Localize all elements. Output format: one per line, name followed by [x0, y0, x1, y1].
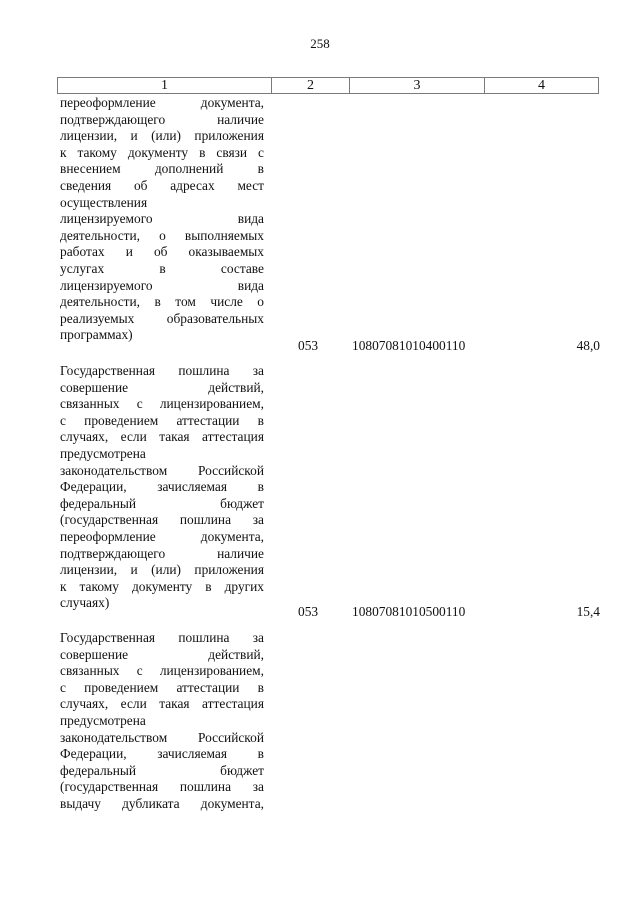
- text-line: внесением дополнений в: [60, 161, 264, 177]
- text-line: (государственная пошлина за: [60, 779, 264, 795]
- text-line: выдачу дубликата документа,: [60, 795, 264, 811]
- table-header-row: [57, 77, 599, 94]
- text-line: связанных с лицензированием,: [60, 663, 264, 679]
- kbk-code: 10807081010400110: [352, 338, 466, 353]
- text-line: совершение действий,: [60, 646, 264, 662]
- amount: 15,4: [576, 604, 600, 619]
- text-line: случаях, если такая аттестация: [60, 696, 264, 712]
- text-line: Государственная пошлина за: [60, 363, 264, 378]
- text-line: федеральный бюджет: [60, 762, 264, 778]
- text-line: подтверждающего наличие: [60, 111, 264, 127]
- row-description: [60, 363, 264, 612]
- text-line: лицензии, и (или) приложения: [60, 128, 264, 144]
- column-header-2: 2: [271, 78, 349, 93]
- text-line: реализуемых образовательных: [60, 310, 264, 326]
- text-line: программах): [60, 327, 133, 343]
- table-row: [60, 95, 600, 353]
- text-line: с проведением аттестации в: [60, 412, 264, 428]
- text-line: законодательством Российской: [60, 462, 264, 478]
- text-line: федеральный бюджет: [60, 495, 264, 511]
- text-line: к такому документу в связи с: [60, 144, 264, 160]
- text-line: с проведением аттестации в: [60, 679, 264, 695]
- text-line: Государственная пошлина за: [60, 630, 264, 645]
- admin-code: 053: [298, 338, 319, 353]
- text-line: сведения об адресах мест: [60, 177, 264, 193]
- text-line: законодательством Российской: [60, 729, 264, 745]
- row-description: [60, 630, 264, 813]
- column-header-3: 3: [349, 78, 484, 93]
- text-line: деятельности, о выполняемых: [60, 227, 264, 243]
- page-number: 258: [310, 36, 330, 51]
- text-line: Федерации, зачисляемая в: [60, 479, 264, 495]
- amount: 48,0: [576, 338, 600, 353]
- text-line: случаях, если такая аттестация: [60, 429, 264, 445]
- text-line: предусмотрена: [60, 445, 146, 461]
- text-line: деятельности, в том числе о: [60, 294, 264, 310]
- text-line: осуществления: [60, 194, 148, 210]
- text-line: предусмотрена: [60, 712, 146, 728]
- text-line: переоформление документа,: [60, 528, 264, 544]
- text-line: лицензии, и (или) приложения: [60, 562, 264, 578]
- kbk-code: 10807081010500110: [352, 604, 466, 619]
- text-line: к такому документу в других: [60, 578, 264, 594]
- text-line: случаях): [60, 595, 110, 611]
- row-description: [60, 95, 264, 344]
- text-line: лицензируемого вида: [60, 277, 264, 293]
- text-line: работах и об оказываемых: [60, 244, 264, 260]
- text-line: переоформление документа,: [60, 95, 264, 110]
- text-line: подтверждающего наличие: [60, 545, 264, 561]
- text-line: Федерации, зачисляемая в: [60, 746, 264, 762]
- text-line: связанных с лицензированием,: [60, 396, 264, 412]
- text-line: (государственная пошлина за: [60, 512, 264, 528]
- column-header-1: 1: [161, 78, 168, 93]
- table-row: [60, 630, 600, 813]
- table-row: [60, 363, 600, 619]
- text-line: лицензируемого вида: [60, 211, 264, 227]
- column-header-4: 4: [484, 78, 598, 93]
- text-line: услугах в составе: [60, 260, 264, 276]
- admin-code: 053: [298, 604, 319, 619]
- text-line: совершение действий,: [60, 379, 264, 395]
